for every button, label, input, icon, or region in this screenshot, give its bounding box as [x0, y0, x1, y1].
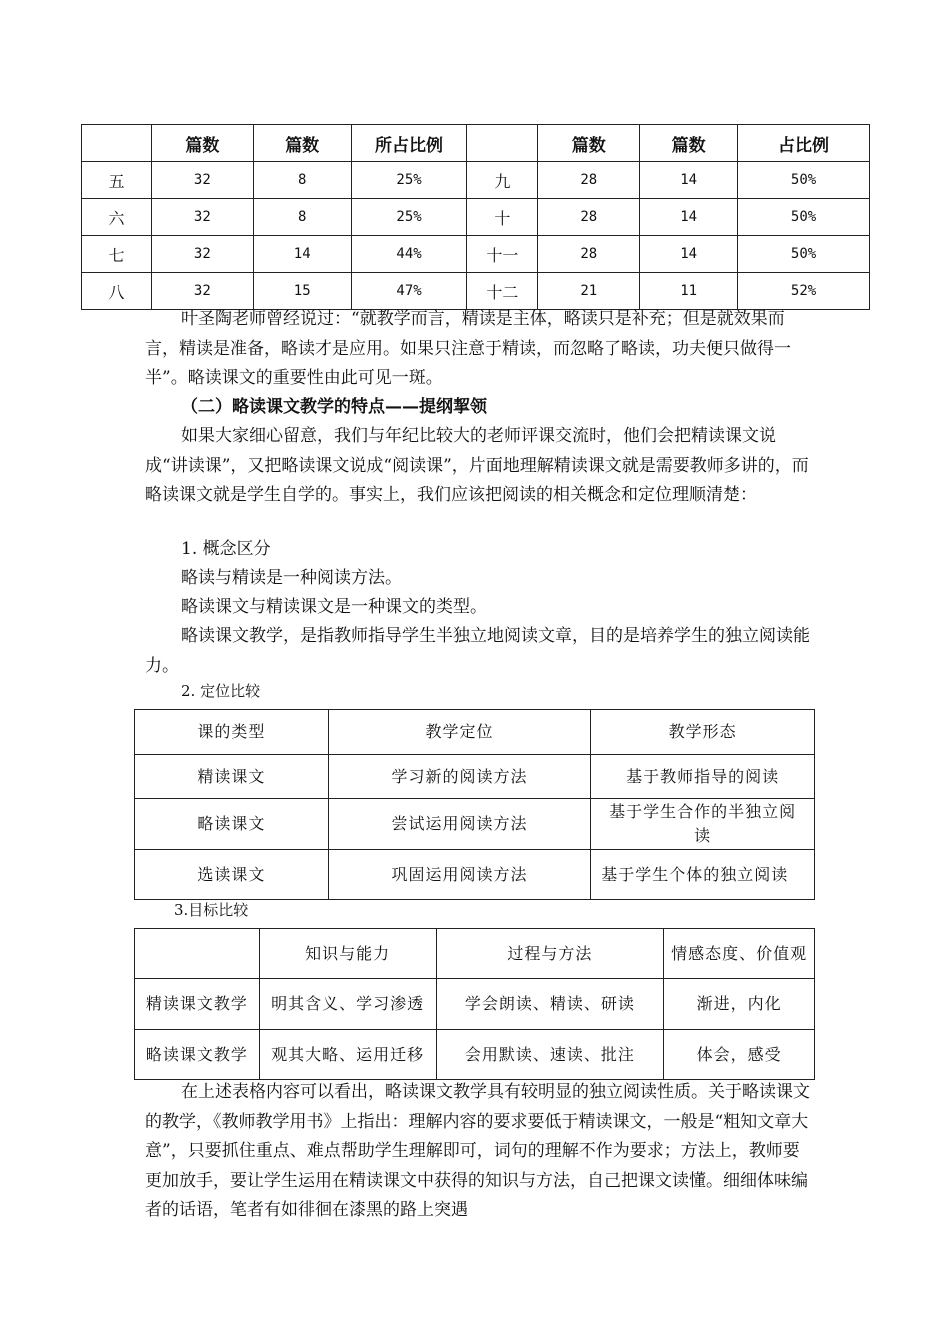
table-row	[135, 1030, 815, 1080]
grade-cell: 六	[82, 199, 152, 236]
table-cell: 15	[253, 273, 351, 310]
table-cell: 14	[640, 199, 738, 236]
table-header-row	[82, 125, 870, 162]
table-cell: 32	[151, 162, 253, 199]
grade-cell: 五	[82, 162, 152, 199]
item-heading-positioning: 2. 定位比较	[181, 682, 261, 700]
item-heading-concept: 1. 概念区分	[181, 539, 271, 559]
table-cell: 11	[640, 273, 738, 310]
table-cell: 选读课文	[135, 850, 329, 900]
table-row	[82, 199, 870, 236]
table-cell: 32	[151, 236, 253, 273]
paragraph-text: 略读课文教学，是指教师指导学生半独立地阅读文章，目的是培养学生的独立阅读能力。	[145, 626, 810, 676]
table-cell: 28	[538, 236, 640, 273]
header-cell: 教学定位	[328, 710, 591, 755]
table-row	[82, 273, 870, 310]
header-cell: 情感态度、价值观	[664, 929, 815, 979]
paragraph-text: 在上述表格内容可以看出，略读课文教学具有较明显的独立阅读性质。关于略读课文的教学，《教师教学用书》上指出：理解内容的要求要低于精读课文，一般是“粗知文章大意”，只要抓住重点、难点帮助学生理解即可，词句的理解不作为要求；方法上，教师要更加放手，要让学生运用在精读课文中获得的知识与方法，自己把课文读懂。细细体味编者的话语，笔者有如徘徊在漆黑的路上突遇	[145, 1082, 810, 1220]
grade-count-table	[81, 124, 870, 310]
section-heading: （二）略读课文教学的特点——提纲挈领	[181, 397, 487, 417]
concept-line: 略读与精读是一种阅读方法。	[181, 568, 402, 588]
paragraph-ye-shengtao-quote	[145, 305, 815, 394]
table-row	[135, 755, 815, 799]
header-cell: 篇数	[640, 125, 738, 162]
header-cell: 篇数	[538, 125, 640, 162]
table-cell: 14	[640, 236, 738, 273]
table-cell: 尝试运用阅读方法	[328, 799, 591, 850]
item-heading-goals: 3.目标比较	[174, 901, 249, 919]
table-cell: 50%	[738, 199, 870, 236]
table-cell: 28	[538, 162, 640, 199]
table-cell: 28	[538, 199, 640, 236]
header-cell: 过程与方法	[436, 929, 664, 979]
paragraph-text: 叶圣陶老师曾经说过：“就教学而言，精读是主体，略读只是补充；但是就效果而言，精读是准备，略读才是应用。如果只注意于精读，而忽略了略读，功夫便只做得一半”。略读课文的重要性由此可见一斑。	[145, 309, 791, 388]
table-cell: 渐进，内化	[664, 979, 815, 1030]
table-cell: 观其大略、运用迁移	[259, 1030, 436, 1080]
grade-cell: 十一	[467, 236, 538, 273]
header-cell: 教学形态	[591, 710, 815, 755]
header-cell: 课的类型	[135, 710, 329, 755]
grade-cell: 十	[467, 199, 538, 236]
paragraph-intro	[145, 422, 815, 511]
table-cell: 基于学生合作的半独立阅读	[591, 799, 815, 850]
table-cell: 精读课文教学	[135, 979, 260, 1030]
table-cell: 基于教师指导的阅读	[591, 755, 815, 799]
table-cell: 32	[151, 273, 253, 310]
header-cell: 知识与能力	[259, 929, 436, 979]
table-cell: 44%	[351, 236, 467, 273]
positioning-table	[134, 709, 815, 900]
header-cell	[135, 929, 260, 979]
table-row	[135, 850, 815, 900]
concept-paragraph	[145, 622, 815, 681]
table-cell: 52%	[738, 273, 870, 310]
table-cell: 25%	[351, 199, 467, 236]
table-cell: 50%	[738, 162, 870, 199]
table-cell: 巩固运用阅读方法	[328, 850, 591, 900]
table-cell: 精读课文	[135, 755, 329, 799]
header-cell	[467, 125, 538, 162]
table-cell: 会用默读、速读、批注	[436, 1030, 664, 1080]
grade-cell: 九	[467, 162, 538, 199]
paragraph-text: 如果大家细心留意，我们与年纪比较大的老师评课交流时，他们会把精读课文说成“讲读课”，又把略读课文说成“阅读课”，片面地理解精读课文就是需要教师多讲的，而略读课文就是学生自学的。事实上，我们应该把阅读的相关概念和定位理顺清楚：	[145, 426, 809, 505]
table-row	[135, 799, 815, 850]
table-header-row	[135, 710, 815, 755]
table-row	[82, 236, 870, 273]
table-cell: 略读课文	[135, 799, 329, 850]
paragraph-summary	[145, 1078, 815, 1226]
table-cell: 基于学生个体的独立阅读	[591, 850, 815, 900]
table-cell: 体会，感受	[664, 1030, 815, 1080]
grade-cell: 十二	[467, 273, 538, 310]
table-header-row	[135, 929, 815, 979]
header-cell: 所占比例	[351, 125, 467, 162]
table-row	[82, 162, 870, 199]
table-cell: 8	[253, 162, 351, 199]
table-cell: 25%	[351, 162, 467, 199]
table-cell: 8	[253, 199, 351, 236]
table-row	[135, 979, 815, 1030]
header-cell: 占比例	[738, 125, 870, 162]
table-cell: 14	[253, 236, 351, 273]
table-cell: 略读课文教学	[135, 1030, 260, 1080]
table-cell: 32	[151, 199, 253, 236]
header-cell	[82, 125, 152, 162]
goals-table	[134, 928, 815, 1080]
table-cell: 50%	[738, 236, 870, 273]
table-cell: 14	[640, 162, 738, 199]
grade-cell: 七	[82, 236, 152, 273]
table-cell: 47%	[351, 273, 467, 310]
header-cell: 篇数	[151, 125, 253, 162]
grade-cell: 八	[82, 273, 152, 310]
concept-line: 略读课文与精读课文是一种课文的类型。	[181, 597, 487, 617]
table-cell: 学会朗读、精读、研读	[436, 979, 664, 1030]
table-cell: 学习新的阅读方法	[328, 755, 591, 799]
table-cell: 明其含义、学习渗透	[259, 979, 436, 1030]
table-cell: 21	[538, 273, 640, 310]
header-cell: 篇数	[253, 125, 351, 162]
